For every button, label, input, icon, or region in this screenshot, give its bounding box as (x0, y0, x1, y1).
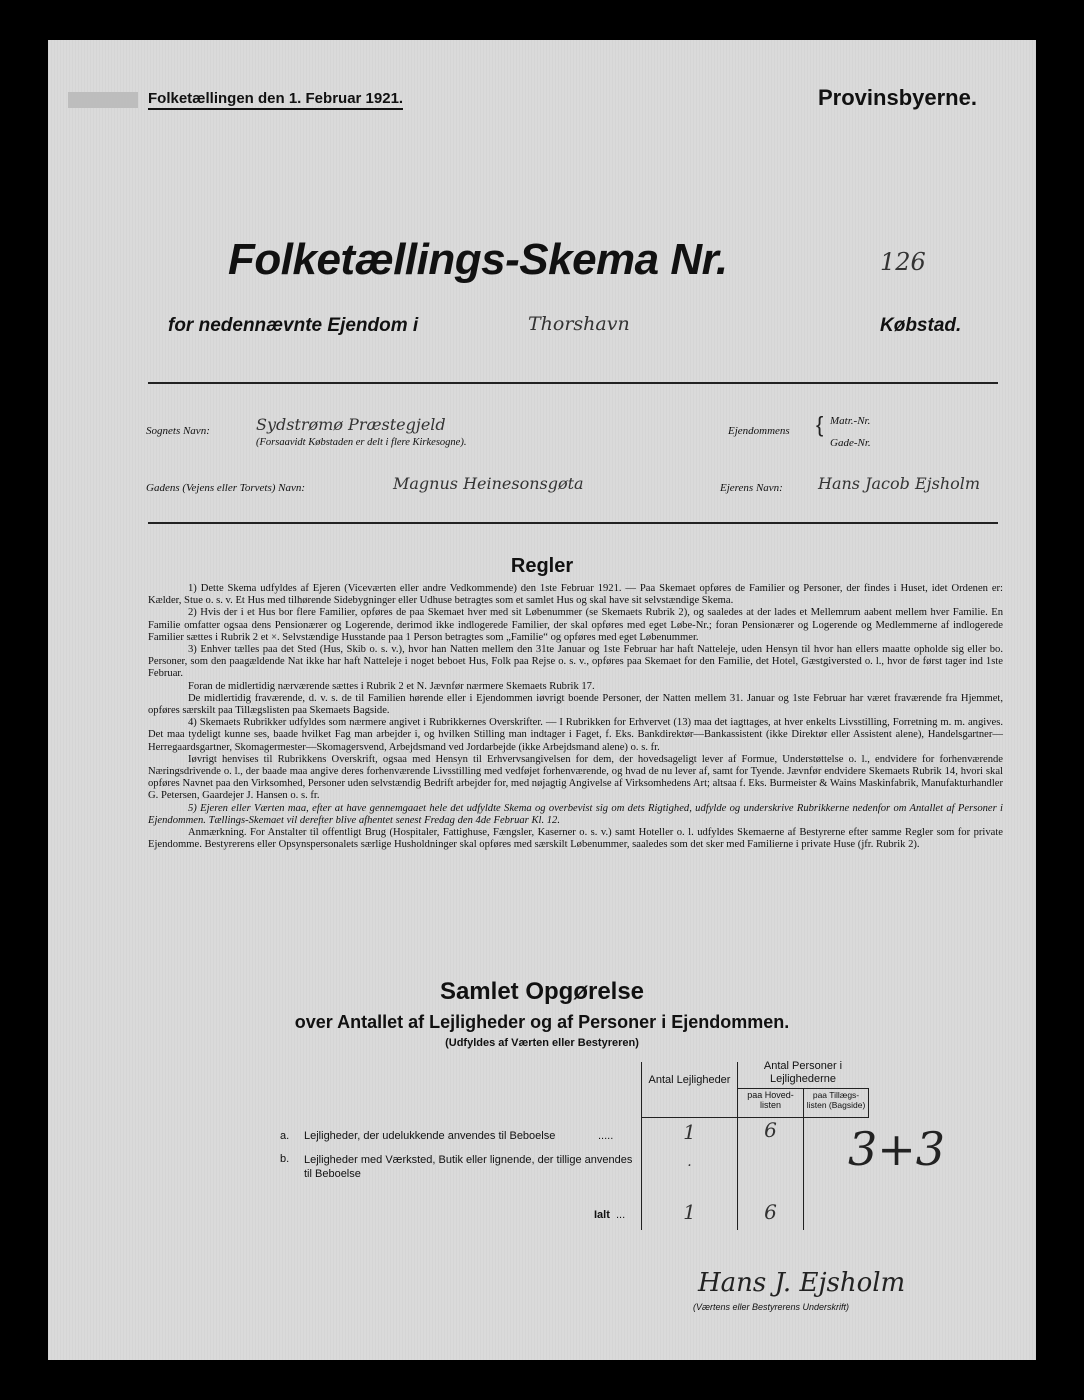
total-dots: ... (616, 1209, 626, 1221)
parish-value: Sydstrømø Præstegjeld (256, 415, 446, 434)
property-label: Ejendommens (728, 425, 790, 437)
row-a-letter: a. (280, 1130, 290, 1142)
row-b-letter: b. (280, 1153, 290, 1165)
property-line-prefix: for nedennævnte Ejendom i (168, 315, 419, 336)
owner-signature: Hans J. Ejsholm (698, 1268, 906, 1298)
col-apartments: Antal Lejligheder (648, 1074, 731, 1086)
parish-note: (Forsaavidt Købstaden er delt i flere Kirkesogne). (256, 437, 467, 448)
col-supplement-list: paa Tillægs-listen (Bagside) (806, 1090, 866, 1110)
divider-bottom (148, 522, 998, 524)
total-apartments: 1 (683, 1200, 696, 1224)
header-census-date: Folketællingen den 1. Februar 1921. (148, 90, 403, 110)
census-form (48, 40, 1036, 1360)
signature-label: (Værtens eller Bestyrerens Underskrift) (693, 1302, 850, 1312)
rule-5: 5) Ejeren eller Værten maa, efter at have gennemgaaet hele det udfyldte Skema og overbevist sig om dets Rigtighed, udfylde og underskrive Rubrikkerne nedenfor om Antallet af Personer i Ejendommen. Tællings-Skemaet vil derefter blive afhentet senest Fredag den 4de Februar Kl. 12. (148, 802, 1003, 826)
street-label: Gadens (Vejens eller Torvets) Navn: (146, 482, 306, 494)
street-value: Magnus Heinesonsgøta (393, 474, 584, 493)
header-region: Provinsbyerne. (818, 85, 977, 110)
rule-3c: De midlertidig fraværende, d. v. s. de til Familien hørende eller i Ejendommen iøvrigt boende Personer, der Natten mellem 31. Januar og 1ste Februar har været fraværende fra Hjemmet, opføres særskilt paa Tillægslisten paa Skemaets Bagside. (148, 692, 1003, 717)
stamp-smudge (68, 92, 138, 108)
rule-3: 3) Enhver tælles paa det Sted (Hus, Skib o. s. v.), hvor han Natten mellem den 31te Januar og 1ste Februar har haft Natteleje, uden Hensyn til hvor han ellers maatte opholde sig eller bo. Personer, som den paagældende Nat ikke har haft Natteleje i noget beboet Hus, Folk paa Rejse o. s. v., opføres paa Skemaet for den Familie, det Hotel, Gæstgiversted o. l., hvor de først tager ind 1ste Februar. (148, 644, 1003, 680)
row-b-label: Lejligheder med Værksted, Butik eller lignende, der tillige anvendes til Beboelse (304, 1154, 633, 1180)
rules-text (148, 583, 1003, 851)
col-main-list: paa Hoved-listen (747, 1090, 794, 1110)
rule-1: 1) Dette Skema udfyldes af Ejeren (Viceværten eller andre Vedkommende) den 1ste Februar 1921. — Paa Skemaet opføres de Familier og Personer, der findes i Huset, idet Ordenen er: Kælder, Stue o. s. v. Et Hus med tilhørende Sidebygninger eller Udhuse betragtes som et samlet Hus og skal have sit selvstændige Skema. (148, 583, 1003, 607)
town-name: Thorshavn (528, 313, 630, 335)
owner-value: Hans Jacob Ejsholm (818, 474, 981, 493)
divider-top (148, 382, 998, 384)
total-label: Ialt (594, 1209, 610, 1221)
row-b-apartments: · (687, 1158, 692, 1174)
rule-3b: Foran de midlertidig nærværende sættes i Rubrik 2 et N. Jævnfør nærmere Skemaets Rubrik 17. (188, 680, 595, 692)
row-a-main-list: 6 (764, 1118, 777, 1142)
total-main-list: 6 (764, 1200, 777, 1224)
table-line (868, 1088, 869, 1118)
matr-label: Matr.-Nr. (830, 415, 871, 427)
row-a-apartments: 1 (683, 1120, 696, 1144)
row-a-label: Lejligheder, der udelukkende anvendes til Beboelse (304, 1130, 556, 1142)
rule-4: 4) Skemaets Rubrikker udfyldes som nærmere angivet i Rubrikkernes Overskrifter. — I Rubrikken for Erhvervet (13) maa det iagttages, at hver enkelts Livsstilling, Forretning m. m. angives. Det maa tydeligt kunne ses, baade hvilket Fag man arbejder i, og hvilken Stilling man indtager i Faget, f. Eks. Bankdirektør—Bankassistent (ikke Direktør eller Assistent alene), Handelsgartner—Herregaardsgartner, Skomagermester—Skomagersvend, Arbejdsmand ved Jordarbejde (ikke Arbejdsmand alene) o. s. fr. (148, 717, 1003, 753)
property-line-suffix: Købstad. (880, 315, 962, 336)
form-title: Folketællings-Skema Nr. (228, 235, 728, 284)
summary-heading: Samlet Opgørelse (439, 978, 645, 1005)
gade-nr-label: Gade-Nr. (830, 437, 871, 449)
table-line (737, 1088, 868, 1089)
form-number: 126 (880, 248, 926, 276)
margin-annotation: 3+3 (848, 1122, 946, 1176)
rules-heading: Regler (510, 555, 574, 577)
owner-label: Ejerens Navn: (720, 482, 783, 494)
summary-instruction: (Udfyldes af Værten eller Bestyreren) (445, 1037, 639, 1049)
summary-subheading: over Antallet af Lejligheder og af Personer i Ejendommen. (294, 1012, 790, 1032)
rule-4b: Iøvrigt henvises til Rubrikkens Overskrift, ogsaa med Hensyn til Erhvervsangivelsen for dem, der hovedsageligt lever af Formue, Understøttelse o. l., endvidere for forhenværende Næringsdrivende o. l., der baade maa angive deres forhenværende Livsstilling med vedføjet forhenværende, og hvad de nu lever af, samt for Tyende. Jævnfør endvidere Skemaets Rubrik 14, hvori skal opføres Navnet paa den Virksomhed, Personer uden selvstændig Bedrift arbejder for, med nøjagtig Angivelse af Virksomhedens Art; altsaa f. Eks. Burmeister & Wains Maskinfabrik, Manufakturhandler G. Petersen, Gaardejer J. Hansen o. s. fr. (148, 753, 1003, 802)
parish-label: Sognets Navn: (146, 425, 210, 437)
rule-note: Anmærkning. For Anstalter til offentligt Brug (Hospitaler, Fattighuse, Fængsler, Kaserner o. s. v.) samt Hoteller o. l. udfyldes Skemaerne af Bestyrerne efter samme Regler som for private Ejendomme. Bestyrerens eller Opsynspersonalets særlige Husholdninger skal opføres med særskilt Løbenummer, saaledes som det sker med Familierne i private Huse (jfr. Rubrik 2). (148, 827, 1003, 851)
row-a-dots: ..... (598, 1130, 614, 1142)
property-brace: { (816, 412, 824, 437)
col-persons: Antal Personer i Lejlighederne (763, 1060, 843, 1085)
rule-2: 2) Hvis der i et Hus bor flere Familier, opføres de paa Skemaet hver med sit Løbenummer (se Skemaets Rubrik 2), og saaledes at der lades et Mellemrum aabent mellem hver Familie. En Familie omfatter ogsaa dens Pensionærer og Logerende, derimod ikke indlogerede Familier, der skal opføres med eget Løbe-Nr.; foran Pensionærer og Logerende og Medlemmerne af indlogerede Familier sættes i Rubrik 2 et ×. Selvstændige Husstande paa 1 Person betragtes som „Familie“ og opføres med eget Løbenummer. (148, 607, 1003, 643)
